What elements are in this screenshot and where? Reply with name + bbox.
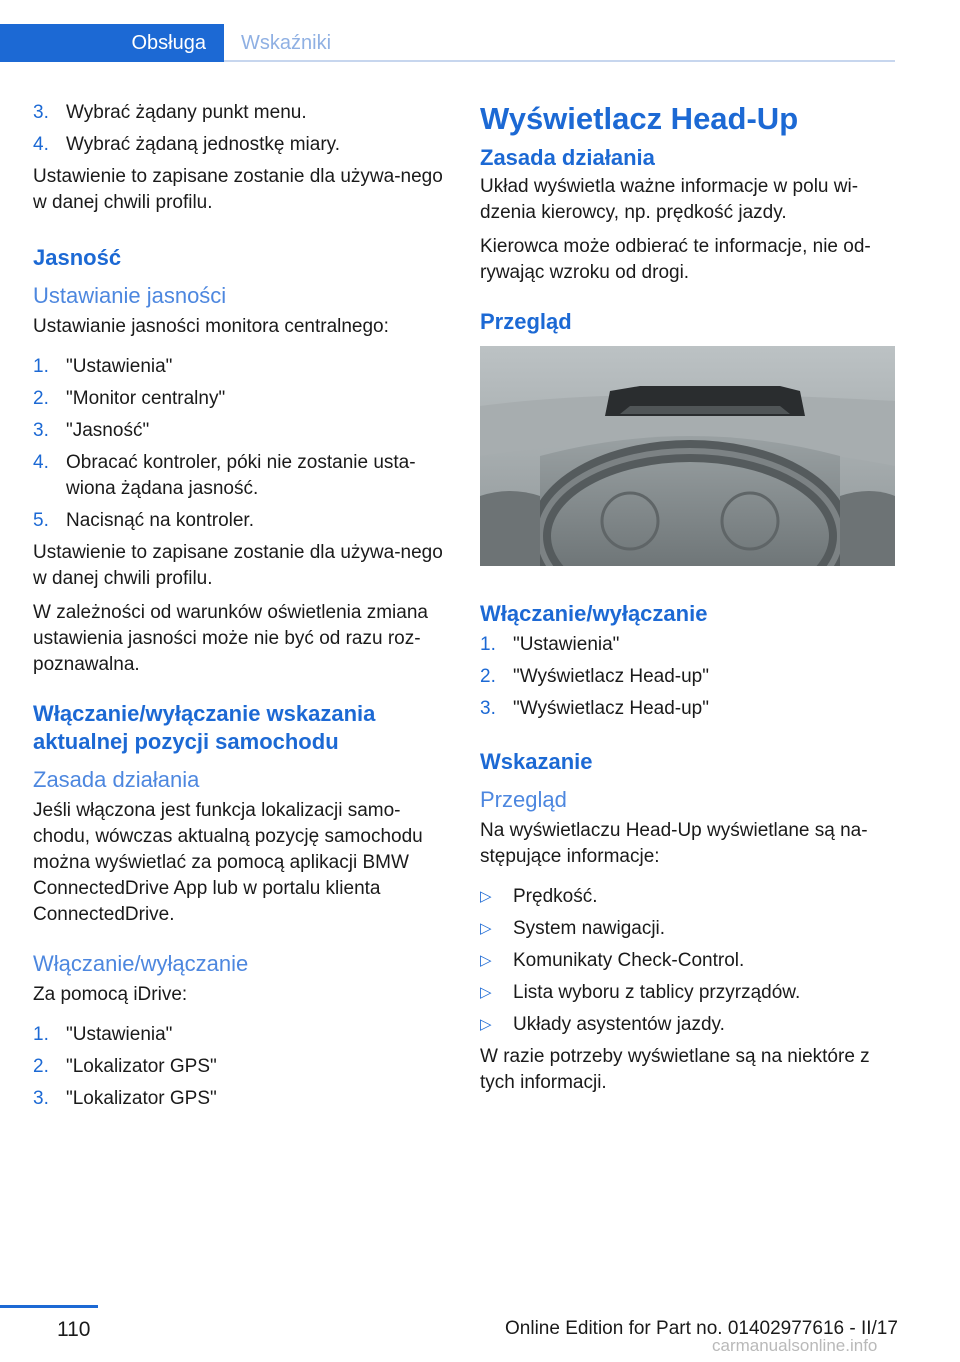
list-item: 3. "Lokalizator GPS" — [33, 1086, 443, 1112]
paragraph: Na wyświetlaczu Head-Up wyświetlane są na‐stępujące informacje: — [480, 820, 868, 867]
subheading-ustawianie: Ustawianie jasności — [33, 283, 227, 308]
paragraph: Jeśli włączona jest funkcja lokalizacji samo‐chodu, wówczas aktualną pozycję samochodu można wyświetlać za pomocą aplikacji BMW ConnectedDrive App lub w portalu klienta ConnectedDrive. — [33, 800, 423, 925]
list-item: 1. "Ustawienia" — [480, 632, 895, 658]
tab-wskazniki[interactable]: Wskaźniki — [241, 32, 332, 54]
heading-pozycja: Włączanie/wyłączanie wskazania aktualnej pozycji samochodu — [33, 701, 376, 754]
heading-przeglad: Przegląd — [480, 309, 572, 334]
list-item: 2. "Lokalizator GPS" — [33, 1054, 443, 1080]
list-item: ▷ System nawigacji. — [480, 916, 895, 942]
list-item: 3. "Wyświetlacz Head-up" — [480, 696, 895, 722]
list-item: 1. "Ustawienia" — [33, 354, 443, 380]
list-number: 1. — [33, 1024, 49, 1045]
paragraph: W razie potrzeby wyświetlane są na niektóre z tych informacji. — [480, 1046, 870, 1093]
list-item: 4. Obracać kontroler, póki nie zostanie usta‐wiona żądana jasność. — [33, 452, 416, 499]
list-item: ▷ Komunikaty Check-Control. — [480, 948, 895, 974]
list-item: 1. "Ustawienia" — [33, 1022, 443, 1048]
triangle-bullet-icon: ▷ — [480, 984, 492, 1001]
list-number: 1. — [33, 356, 49, 377]
heading-head-up: Wyświetlacz Head-Up — [480, 101, 799, 136]
list-number: 4. — [33, 134, 49, 155]
triangle-bullet-icon: ▷ — [480, 952, 492, 969]
list-item: ▷ Lista wyboru z tablicy przyrządów. — [480, 980, 895, 1006]
triangle-bullet-icon: ▷ — [480, 1016, 492, 1033]
right-column — [480, 100, 895, 1104]
list-item: 3. "Jasność" — [33, 418, 443, 444]
list-number: 4. — [33, 452, 49, 473]
subheading-zasada: Zasada działania — [33, 767, 200, 792]
list-item: 2. "Monitor centralny" — [33, 386, 443, 412]
triangle-bullet-icon: ▷ — [480, 920, 492, 937]
heading-wlacz: Włączanie/wyłączanie — [480, 601, 708, 626]
paragraph: Układ wyświetla ważne informacje w polu wi‐dzenia kierowcy, np. prędkość jazdy. — [480, 176, 859, 223]
heading-zasada: Zasada działania — [480, 145, 655, 170]
tab-obsluga[interactable]: Obsługa — [0, 24, 224, 62]
left-column — [33, 100, 443, 1118]
paragraph: W zależności od warunków oświetlenia zmiana ustawienia jasności może nie być od razu roz‐poznawalna. — [33, 602, 428, 675]
paragraph: Kierowca może odbierać te informacje, nie od‐rywając wzroku od drogi. — [480, 236, 871, 283]
subheading-wlacz: Włączanie/wyłączanie — [33, 951, 249, 976]
list-number: 1. — [480, 634, 496, 655]
header-tabs — [0, 24, 895, 62]
head-up-display-illustration — [480, 346, 895, 566]
list-item: 3. Wybrać żądany punkt menu. — [33, 100, 443, 126]
paragraph: Za pomocą iDrive: — [33, 984, 188, 1005]
list-item: 4. Wybrać żądaną jednostkę miary. — [33, 132, 443, 158]
paragraph: Ustawienie to zapisane zostanie dla używa‐nego w danej chwili profilu. — [33, 542, 443, 589]
list-item: ▷ Prędkość. — [480, 884, 895, 910]
paragraph: Ustawianie jasności monitora centralnego: — [33, 316, 389, 337]
heading-wskazanie: Wskazanie — [480, 749, 593, 774]
list-number: 5. — [33, 510, 49, 531]
footer-accent-line — [0, 1305, 98, 1308]
list-item: 2. "Wyświetlacz Head-up" — [480, 664, 895, 690]
list-number: 2. — [33, 1056, 49, 1077]
list-number: 3. — [480, 698, 496, 719]
triangle-bullet-icon: ▷ — [480, 888, 492, 905]
page-number: 110 — [57, 1318, 91, 1341]
paragraph: Ustawienie to zapisane zostanie dla używa‐nego w danej chwili profilu. — [33, 166, 443, 213]
list-number: 3. — [33, 420, 49, 441]
heading-jasnosc: Jasność — [33, 245, 122, 270]
subheading-przeglad: Przegląd — [480, 787, 567, 812]
list-item: 5. Nacisnąć na kontroler. — [33, 508, 443, 534]
list-number: 2. — [480, 666, 496, 687]
list-number: 3. — [33, 1088, 49, 1109]
edition-note: Online Edition for Part no. 01402977616 - II/17 — [505, 1318, 898, 1339]
list-number: 3. — [33, 102, 49, 123]
list-number: 2. — [33, 388, 49, 409]
watermark: carmanualsonline.info — [712, 1336, 878, 1355]
tab-divider — [224, 60, 895, 62]
list-item: ▷ Układy asystentów jazdy. — [480, 1012, 895, 1038]
